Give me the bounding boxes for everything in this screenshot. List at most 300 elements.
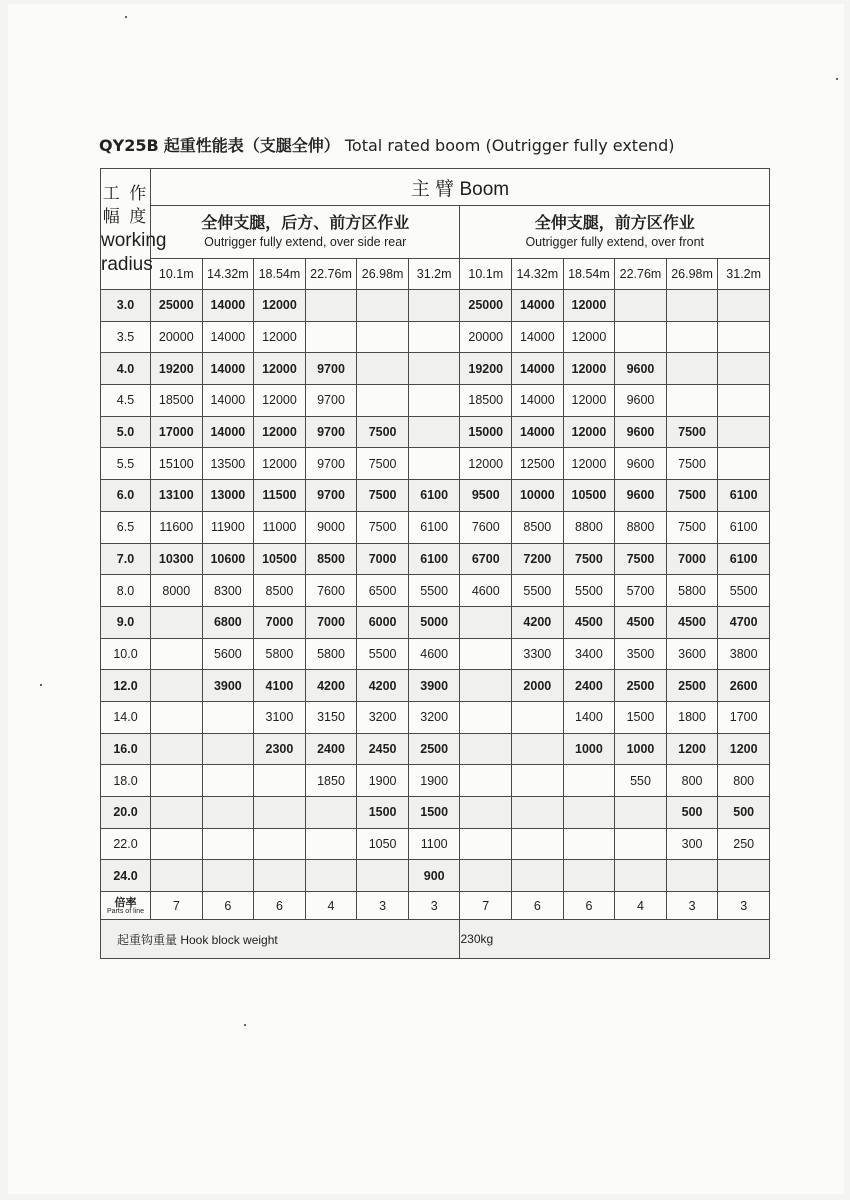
load-cell: 7500 [357,480,409,512]
load-cell [305,860,357,892]
radius-cell: 18.0 [101,765,151,797]
load-cell: 18500 [151,385,203,417]
load-cell: 25000 [151,290,203,322]
load-cell [615,860,667,892]
load-cell: 250 [718,828,770,860]
radius-cell: 5.0 [101,416,151,448]
load-cell: 6500 [357,575,409,607]
load-cell: 3500 [615,638,667,670]
load-cell: 6100 [718,543,770,575]
load-cell: 4200 [305,670,357,702]
load-cell [408,321,460,353]
radius-cell: 8.0 [101,575,151,607]
load-cell: 12000 [563,416,615,448]
table-row [101,511,770,543]
load-cell [666,860,718,892]
group-header-front [460,206,770,259]
parts-of-line-cell: 4 [305,892,357,920]
load-cell: 5500 [512,575,564,607]
group-rear-cn: 全伸支腿，后方、前方区作业 [201,213,410,233]
load-cell [202,860,254,892]
load-cell: 15100 [151,448,203,480]
parts-label-cn: 倍率 [114,895,137,909]
load-cell: 14000 [202,385,254,417]
radius-cell: 4.5 [101,385,151,417]
load-cell: 10600 [202,543,254,575]
load-cell [615,321,667,353]
load-cell: 300 [666,828,718,860]
load-cell: 8300 [202,575,254,607]
table-row [101,480,770,512]
load-cell [305,321,357,353]
load-cell: 10500 [563,480,615,512]
load-cell [718,321,770,353]
load-cell: 2400 [563,670,615,702]
load-cell: 14000 [512,385,564,417]
load-cell: 900 [408,860,460,892]
load-cell: 2400 [305,733,357,765]
boom-length-header: 22.76m [305,259,357,290]
load-cell: 8500 [305,543,357,575]
load-cell: 15000 [460,416,512,448]
load-cell [666,321,718,353]
load-cell [151,670,203,702]
load-cell: 4200 [512,606,564,638]
table-row [101,321,770,353]
parts-of-line-cell: 6 [512,892,564,920]
load-cell [718,385,770,417]
parts-of-line-cell: 6 [563,892,615,920]
load-cell: 7000 [254,606,306,638]
load-cell [460,828,512,860]
parts-of-line-cell: 3 [718,892,770,920]
load-cell: 14000 [202,353,254,385]
load-cell: 8500 [254,575,306,607]
load-cell: 4700 [718,606,770,638]
load-cell: 7500 [357,448,409,480]
table-row [101,828,770,860]
load-cell [718,290,770,322]
load-cell: 4200 [357,670,409,702]
speck-mark [40,684,42,686]
load-cell: 3150 [305,701,357,733]
hook-block-value: 230kg [460,920,770,959]
load-cell: 9700 [305,353,357,385]
load-cell: 6100 [408,480,460,512]
load-cell [666,353,718,385]
load-cell [718,416,770,448]
load-cell [615,290,667,322]
load-cell [512,733,564,765]
load-cell: 12000 [563,385,615,417]
boom-length-header: 14.32m [512,259,564,290]
load-cell: 1700 [718,701,770,733]
load-cell: 2600 [718,670,770,702]
load-cell: 4500 [666,606,718,638]
boom-length-header: 10.1m [151,259,203,290]
parts-of-line-cell: 3 [357,892,409,920]
load-cell: 7600 [305,575,357,607]
table-row [101,860,770,892]
load-cell: 8500 [512,511,564,543]
load-cell: 7000 [305,606,357,638]
table-row [101,290,770,322]
load-cell [460,765,512,797]
load-cell: 12000 [254,321,306,353]
load-cell [305,828,357,860]
load-cell: 7600 [460,511,512,543]
load-cell: 8800 [615,511,667,543]
load-cell: 3200 [357,701,409,733]
load-cell: 6800 [202,606,254,638]
parts-of-line-cell: 3 [408,892,460,920]
parts-of-line-cell: 6 [254,892,306,920]
load-cell [151,638,203,670]
parts-of-line-cell: 6 [202,892,254,920]
load-cell: 12000 [563,321,615,353]
load-cell: 12000 [563,448,615,480]
load-cell [512,797,564,829]
load-cell: 4100 [254,670,306,702]
load-cell: 9600 [615,480,667,512]
load-cell: 1500 [357,797,409,829]
load-cell: 3600 [666,638,718,670]
radius-header-en: working radius [101,230,167,275]
boom-header-en: Boom [459,178,510,200]
load-cell [408,290,460,322]
parts-of-line-row [101,892,770,920]
table-row [101,575,770,607]
load-cell: 5600 [202,638,254,670]
load-cell: 1050 [357,828,409,860]
load-cell: 12000 [254,385,306,417]
parts-of-line-label [101,892,151,920]
title-english: Total rated boom (Outrigger fully extend) [344,136,675,155]
boom-length-header: 31.2m [408,259,460,290]
load-cell: 7500 [666,511,718,543]
load-cell: 2450 [357,733,409,765]
load-cell: 800 [666,765,718,797]
hook-block-row [101,920,770,959]
load-cell [563,765,615,797]
load-cell: 9700 [305,480,357,512]
load-cell [357,321,409,353]
load-cell: 6100 [718,511,770,543]
radius-cell: 14.0 [101,701,151,733]
load-cell: 8000 [151,575,203,607]
parts-of-line-cell: 3 [666,892,718,920]
load-cell: 20000 [460,321,512,353]
boom-length-row [101,259,770,290]
load-cell: 25000 [460,290,512,322]
load-cell: 19200 [460,353,512,385]
load-cell: 6100 [718,480,770,512]
load-cell [512,860,564,892]
load-cell: 12500 [512,448,564,480]
load-cell: 1200 [666,733,718,765]
load-cell [615,828,667,860]
boom-header [151,169,770,206]
load-cell [305,290,357,322]
load-cell: 550 [615,765,667,797]
table-row [101,733,770,765]
load-cell: 10000 [512,480,564,512]
table-row [101,670,770,702]
parts-of-line-cell: 7 [460,892,512,920]
load-cell: 1850 [305,765,357,797]
load-cell: 5500 [563,575,615,607]
radius-cell: 24.0 [101,860,151,892]
load-cell: 13000 [202,480,254,512]
load-cell [202,797,254,829]
load-cell: 1900 [408,765,460,797]
load-cell [563,860,615,892]
load-cell [460,670,512,702]
load-cell [151,606,203,638]
load-cell [202,701,254,733]
load-cell: 2500 [408,733,460,765]
load-cell: 9000 [305,511,357,543]
load-cell: 4500 [615,606,667,638]
boom-length-header: 22.76m [615,259,667,290]
load-cell: 2000 [512,670,564,702]
load-cell: 1500 [615,701,667,733]
load-cell: 9500 [460,480,512,512]
load-cell: 11900 [202,511,254,543]
radius-cell: 12.0 [101,670,151,702]
boom-header-cn: 主 臂 [410,178,455,200]
load-cell [202,828,254,860]
load-cell: 20000 [151,321,203,353]
load-cell [563,828,615,860]
load-cell: 11600 [151,511,203,543]
table-row [101,416,770,448]
load-cell [460,860,512,892]
radius-cell: 16.0 [101,733,151,765]
load-cell: 3800 [718,638,770,670]
load-cell: 7500 [357,416,409,448]
table-row [101,765,770,797]
load-cell [666,290,718,322]
table-row [101,638,770,670]
table-row [101,385,770,417]
load-cell: 6700 [460,543,512,575]
load-cell: 500 [718,797,770,829]
load-cell: 7200 [512,543,564,575]
load-cell: 13100 [151,480,203,512]
load-cell: 7500 [666,416,718,448]
load-cell: 5700 [615,575,667,607]
load-cell [151,765,203,797]
parts-label-en: Parts of line [107,907,144,915]
parts-of-line-cell: 4 [615,892,667,920]
radius-cell: 3.0 [101,290,151,322]
load-cell: 7500 [666,480,718,512]
radius-cell: 7.0 [101,543,151,575]
load-cell [202,765,254,797]
radius-cell: 6.5 [101,511,151,543]
table-row [101,701,770,733]
radius-cell: 10.0 [101,638,151,670]
load-cell: 14000 [202,290,254,322]
load-cell: 7500 [615,543,667,575]
load-cell: 7500 [357,511,409,543]
load-cell [254,797,306,829]
load-cell [718,448,770,480]
load-cell: 7500 [666,448,718,480]
boom-length-header: 26.98m [666,259,718,290]
load-cell: 14000 [512,290,564,322]
group-header-side-rear [151,206,460,259]
load-cell: 9600 [615,448,667,480]
speck-mark [836,78,838,80]
table-row [101,797,770,829]
load-cell: 3400 [563,638,615,670]
load-cell: 3900 [202,670,254,702]
load-cell: 4600 [408,638,460,670]
radius-cell: 3.5 [101,321,151,353]
load-cell [151,828,203,860]
load-cell: 7500 [563,543,615,575]
load-cell [254,828,306,860]
load-cell: 9700 [305,416,357,448]
load-cell [357,290,409,322]
load-cell: 14000 [202,321,254,353]
load-cell [151,701,203,733]
load-cell [666,385,718,417]
load-cell [254,765,306,797]
speck-mark [244,1024,246,1026]
parts-of-line-cell: 7 [151,892,203,920]
model-name: QY25B [99,136,159,155]
load-cell: 9600 [615,416,667,448]
load-cell: 5800 [666,575,718,607]
hook-block-label: 起重钩重量 Hook block weight [101,920,460,959]
load-cell [151,860,203,892]
load-cell: 11500 [254,480,306,512]
boom-length-header: 18.54m [254,259,306,290]
load-cell: 1000 [563,733,615,765]
load-cell: 9700 [305,385,357,417]
load-cell: 5800 [305,638,357,670]
load-cell: 14000 [512,353,564,385]
load-cell: 7000 [357,543,409,575]
load-cell: 6100 [408,511,460,543]
load-cell: 1400 [563,701,615,733]
load-cell: 1100 [408,828,460,860]
load-cell [460,797,512,829]
load-cell: 5500 [408,575,460,607]
load-cell [408,385,460,417]
load-cell [512,828,564,860]
load-cell: 1800 [666,701,718,733]
load-cell: 9600 [615,353,667,385]
load-cell [151,797,203,829]
radius-cell: 9.0 [101,606,151,638]
load-cell: 19200 [151,353,203,385]
load-cell [408,416,460,448]
document-title [99,133,779,156]
load-cell: 7000 [666,543,718,575]
load-cell: 6100 [408,543,460,575]
load-cell [460,733,512,765]
load-cell: 2500 [615,670,667,702]
load-cell: 12000 [254,353,306,385]
load-cell: 4500 [563,606,615,638]
load-cell: 14000 [512,321,564,353]
working-radius-header [101,169,167,290]
boom-length-header: 14.32m [202,259,254,290]
load-cell: 5800 [254,638,306,670]
load-cell [202,733,254,765]
load-table-body [101,290,770,892]
load-cell: 1500 [408,797,460,829]
radius-cell: 4.0 [101,353,151,385]
load-cell: 14000 [202,416,254,448]
radius-header-cn: 工 作 幅 度 [102,183,149,228]
load-cell [357,353,409,385]
load-cell: 5000 [408,606,460,638]
load-cell: 12000 [254,290,306,322]
load-cell: 13500 [202,448,254,480]
load-cell: 1900 [357,765,409,797]
load-cell [357,860,409,892]
load-cell: 2300 [254,733,306,765]
load-cell: 12000 [254,448,306,480]
table-row [101,543,770,575]
load-cell [718,860,770,892]
load-cell: 14000 [512,416,564,448]
load-cell: 9600 [615,385,667,417]
table-row [101,448,770,480]
load-cell: 10500 [254,543,306,575]
radius-cell: 6.0 [101,480,151,512]
load-cell [408,353,460,385]
radius-cell: 22.0 [101,828,151,860]
radius-cell: 5.5 [101,448,151,480]
table-row [101,353,770,385]
load-cell: 12000 [563,290,615,322]
load-cell: 12000 [460,448,512,480]
load-cell [305,797,357,829]
load-cell: 12000 [254,416,306,448]
load-cell: 8800 [563,511,615,543]
load-cell [151,733,203,765]
boom-length-header: 26.98m [357,259,409,290]
load-cell [615,797,667,829]
load-cell [563,797,615,829]
title-chinese: 起重性能表（支腿全伸） [163,136,340,155]
load-cell: 3200 [408,701,460,733]
load-cell [408,448,460,480]
load-cell: 9700 [305,448,357,480]
group-front-cn: 全伸支腿，前方区作业 [534,213,695,233]
load-cell: 1200 [718,733,770,765]
load-cell: 17000 [151,416,203,448]
load-cell: 3300 [512,638,564,670]
load-cell: 1000 [615,733,667,765]
load-cell: 5500 [357,638,409,670]
load-cell: 5500 [718,575,770,607]
boom-length-header: 10.1m [460,259,512,290]
load-cell: 800 [718,765,770,797]
load-cell [460,638,512,670]
load-cell: 4600 [460,575,512,607]
group-front-en: Outrigger fully extend, over front [525,235,705,250]
load-cell [460,701,512,733]
load-cell: 2500 [666,670,718,702]
load-cell: 3100 [254,701,306,733]
